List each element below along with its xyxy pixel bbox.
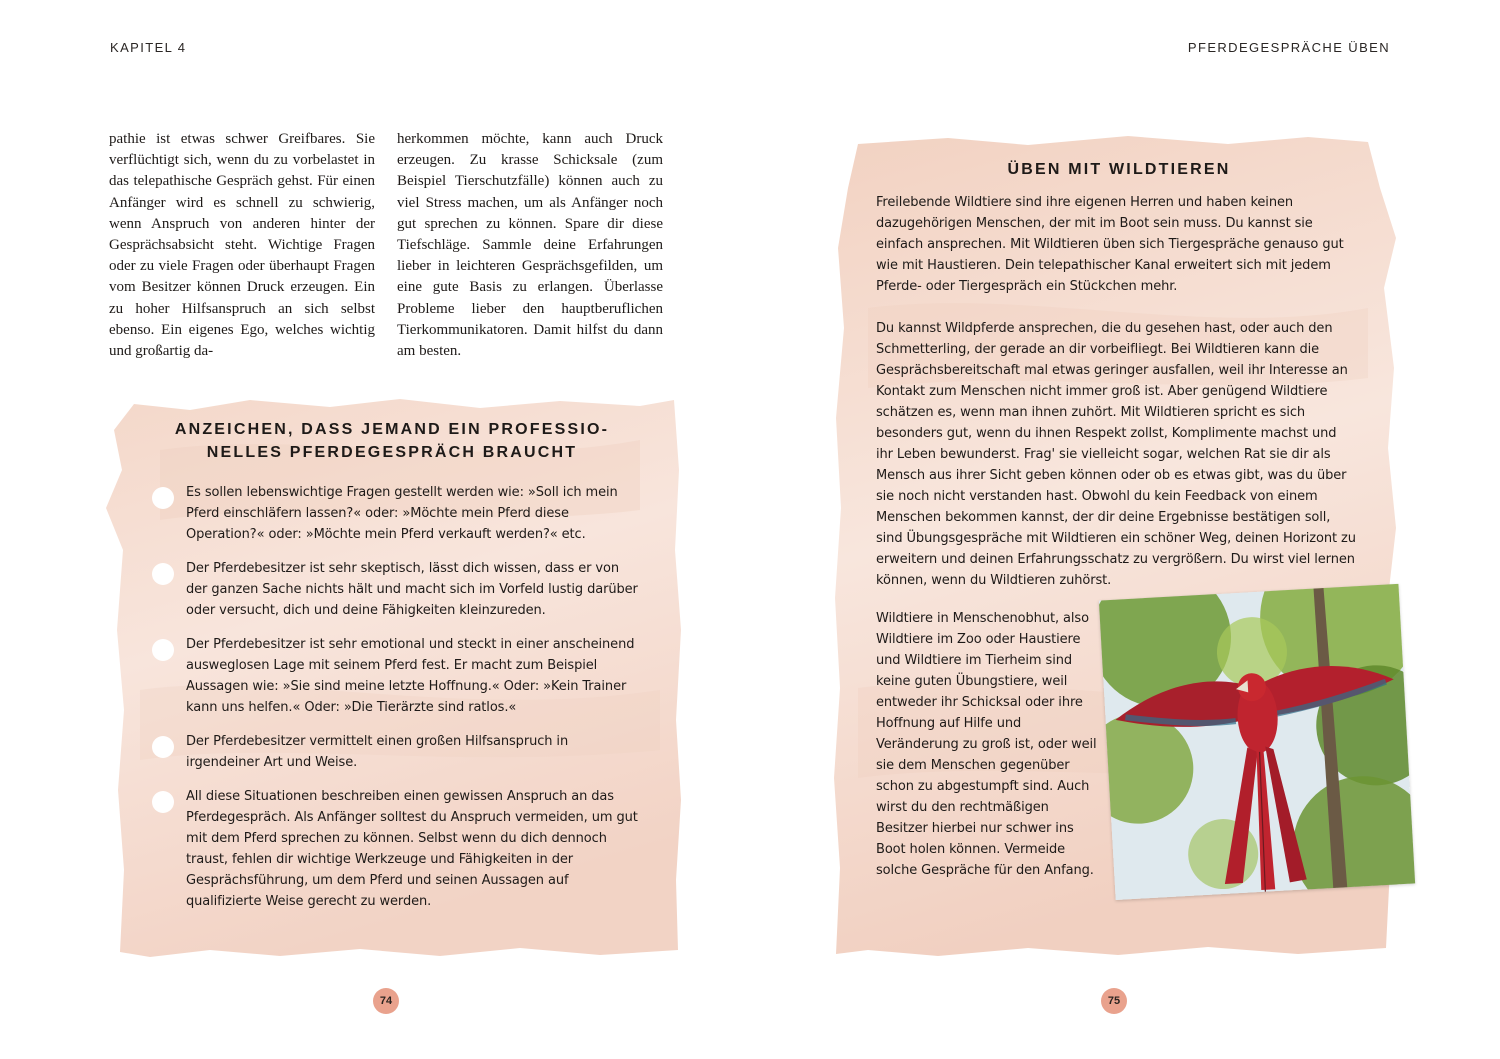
- checklist-title-line-1: ANZEICHEN, DASS JEMAND EIN PROFESSIO-: [174, 421, 610, 438]
- circle-bullet-icon: [152, 791, 174, 813]
- body-text-column-1: pathie ist etwas schwer Greifbares. Sie verflüchtigt sich, wenn du zu vorbelastet in das telepathische Gespräch gehst. Für einen Anfänger wird es schnell zu schwierig, wenn Anspruch von anderen hinter der Gesprächsabsicht steht. Wichtige Fragen oder zu viele Fragen oder überhaupt Fragen vom Besitzer können Druck erzeugen. Ein zu hoher Hilfsanspruch an sich selbst ebenso. Ein eigenes Ego, welches wichtig und großartig da-: [109, 131, 375, 360]
- checklist-item-text: All diese Situationen beschreiben einen gewissen Anspruch an das Pferdegespräch. Als Anfänger solltest du Anspruch vermeiden, um gut mit dem Pferd sprechen zu können. Selbst wenn du dich dennoch traust, fehlen dir wichtige Werkzeuge und Fähigkeiten in der Gesprächsführung, um dem Pferd und seinen Aussagen auf qualifizierte Weise gerecht zu werden.: [186, 789, 638, 909]
- checklist-item-text: Der Pferdebesitzer ist sehr emotional und steckt in einer anscheinend ausweglosen Lage mit seinem Pferd fest. Er macht zum Beispiel Aussagen wie: »Sie sind meine letzte Hoffnung.« Oder: »Kein Trainer kann uns helfen.« Oder: »Die Tierärzte sind ratlos.«: [186, 637, 635, 715]
- checklist-item: [150, 731, 640, 773]
- body-text-column-2: herkommen möchte, kann auch Druck erzeugen. Zu krasse Schicksale (zum Beispiel Tierschutzfälle) können auch zu viel Stress machen, um als Anfänger noch gut sprechen zu können. Spare dir diese Tiefschläge. Sammle deine Erfahrungen lieber in leichteren Gesprächsgefilden, um eine gute Basis zu erlangen. Überlasse Probleme lieber den hauptberuflichen Tierkommunikatoren. Damit hilfst du dann am besten.: [397, 131, 663, 360]
- macaw-illustration: [1099, 584, 1415, 900]
- checklist-item: [150, 634, 640, 718]
- circle-bullet-icon: [152, 736, 174, 758]
- wildlife-paragraph-2: Du kannst Wildpferde ansprechen, die du gesehen hast, oder auch den Schmetterling, der gerade an dir vorbeifliegt. Bei Wildtieren kann die Gesprächsbereitschaft mal etwas geringer ausfallen, weil ihr Interesse an Kontakt zum Menschen nicht immer groß ist. Aber genügend Wildtiere schätzen es, wenn man ihnen zuhört. Mit Wildtieren spricht es sich besonders gut, wenn du ihnen Respekt zollst, Komplimente machst und ihr Leben bewunderst. Frag' sie vielleicht sogar, welchen Rat sie dir als Mensch aus ihrer Sicht geben können oder ob es etwas gibt, was du über sie noch nicht verstanden hast. Obwohl du kein Feedback von einem Menschen bekommen kannst, der dir deine Ergebnisse bestätigen soll, sind Übungsgespräche mit Wildtieren ein schöner Weg, deinen Horizont zu erweitern und deinen Erfahrungsschatz zu vergrößern. Du wirst viel lernen können, wenn du Wildtieren zuhörst.: [876, 321, 1356, 588]
- running-head-left: KAPITEL 4: [110, 40, 187, 55]
- running-head-right: PFERDEGESPRÄCHE ÜBEN: [1187, 40, 1390, 55]
- wildlife-paragraph-3: Wildtiere in Menschenobhut, also Wildtiere im Zoo oder Haustiere und Wildtiere im Tierheim sind keine guten Übungstiere, weil entweder ihr Schicksal oder ihre Hoffnung auf Hilfe und Veränderung zu groß ist, oder weil sie dem Menschen gegenüber schon zu abgestumpft sind. Auch wirst du den rechtmäßigen Besitzer hierbei nur schwer ins Boot holen können. Vermeide solche Gespräche für den Anfang.: [876, 611, 1097, 878]
- checklist-item-text: Es sollen lebenswichtige Fragen gestellt werden wie: »Soll ich mein Pferd einschläfern lassen?« oder: »Möchte mein Pferd diese Operation?« oder: »Möchte mein Pferd verkauft werden?« etc.: [186, 485, 618, 542]
- circle-bullet-icon: [152, 639, 174, 661]
- page-number-left: 74: [373, 988, 399, 1014]
- circle-bullet-icon: [152, 487, 174, 509]
- checklist: [150, 482, 640, 925]
- checklist-title-line-2: NELLES PFERDEGESPRÄCH BRAUCHT: [206, 444, 578, 461]
- macaw-photo: [1099, 584, 1415, 900]
- checklist-item-text: Der Pferdebesitzer ist sehr skeptisch, lässt dich wissen, dass er von der ganzen Sache nichts hält und macht sich im Vorfeld lustig darüber oder versucht, dich und deine Fähigkeiten kleinzureden.: [186, 561, 638, 618]
- checklist-item-text: Der Pferdebesitzer vermittelt einen großen Hilfsanspruch in irgendeiner Art und Weise.: [186, 734, 569, 770]
- checklist-item: [150, 558, 640, 621]
- circle-bullet-icon: [152, 563, 174, 585]
- wildlife-title: ÜBEN MIT WILDTIEREN: [1007, 161, 1231, 178]
- page-number-right: 75: [1101, 988, 1127, 1014]
- wildlife-paragraph-1: Freilebende Wildtiere sind ihre eigenen Herren und haben keinen dazugehörigen Menschen, der mit im Boot sein muss. Du kannst sie einfach ansprechen. Mit Wildtieren üben sich Tiergespräche genauso gut wie mit Haustieren. Dein telepathischer Kanal erweitert sich mit jedem Pferde- oder Tiergespräch ein Stückchen mehr.: [876, 195, 1344, 294]
- checklist-item: [150, 786, 640, 912]
- checklist-title: [100, 418, 684, 464]
- checklist-item: [150, 482, 640, 545]
